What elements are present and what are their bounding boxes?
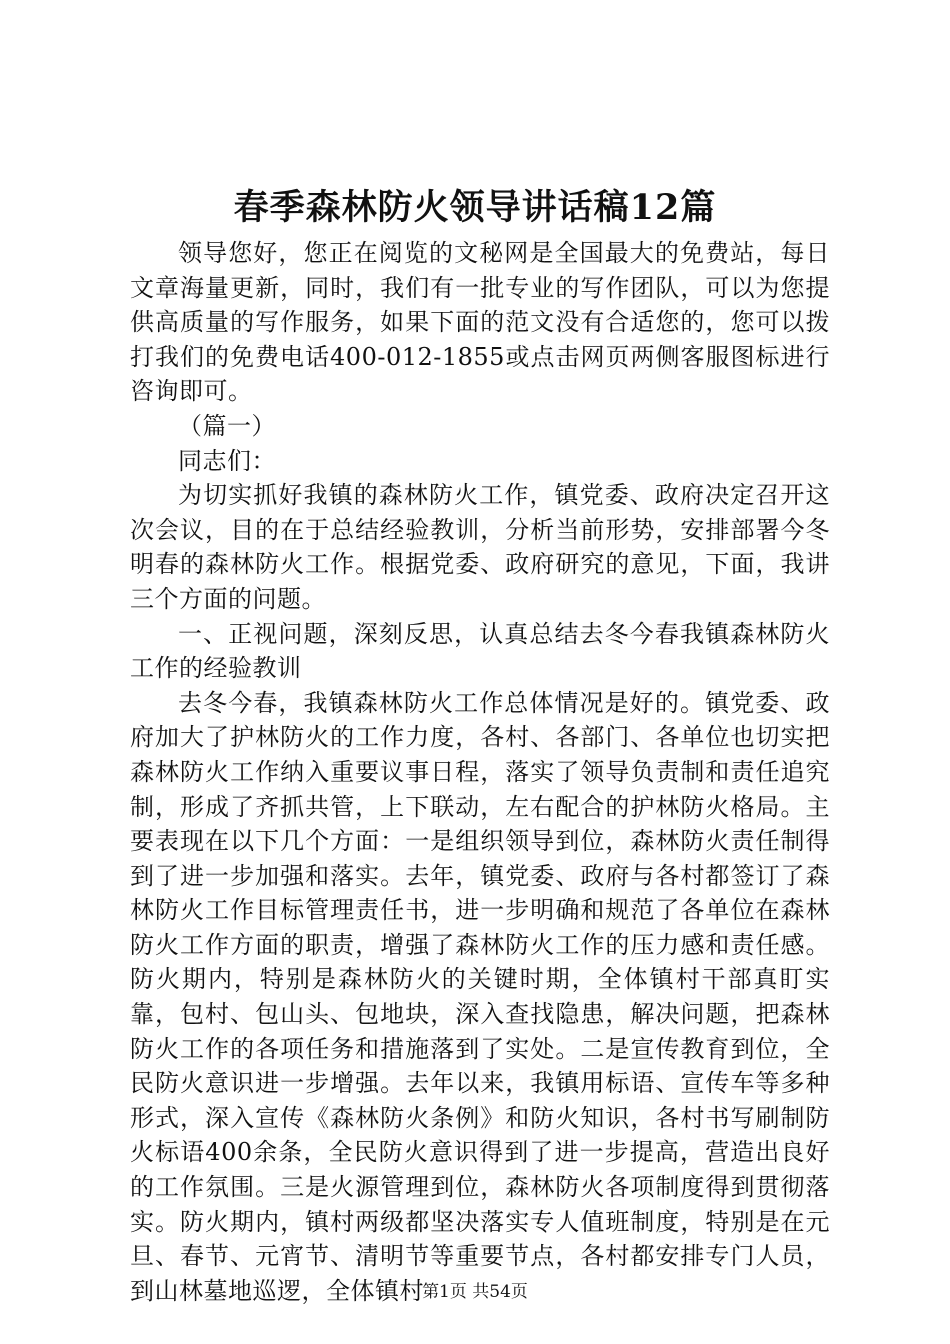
section-heading: 一、正视问题，深刻反思，认真总结去冬今春我镇森林防火工作的经验教训 xyxy=(130,619,830,683)
section-label: （篇一） xyxy=(178,411,276,440)
body-paragraph: 去冬今春，我镇森林防火工作总体情况是好的。镇党委、政府加大了护林防火的工作力度，各村、各部门、各单位也切实把森林防火工作纳入重要议事日程，落实了领导负责制和责任追究制，形成了齐抓共管，上下联动，左右配合的护林防火格局。主要表现在以下几个方面：一是组织领导到位，森林防火责任制得到了进一步加强和落实。去年，镇党委、政府与各村都签订了森林防火工作目标管理责任书，进一步明确和规范了各单位在森林防火工作方面的职责，增强了森林防火工作的压力感和责任感。防火期内，特别是森林防火的关键时期，全体镇村干部真盯实靠，包村、包山头、包地块，深入查找隐患，解决问题，把森林防火工作的各项任务和措施落到了实处。二是宣传教育到位，全民防火意识进一步增强。去年以来，我镇用标语、宣传车等多种形式，深入宣传《森林防火条例》和防火知识，各村书写刷制防火标语400余条，全民防火意识得到了进一步提高，营造出良好的工作氛围。三是火源管理到位，森林防火各项制度得到贯彻落实。防火期内，镇村两级都坚决落实专人值班制度，特别是在元旦、春节、元宵节、清明节等重要节点，各村都安排专门人员，到山林墓地巡逻，全体镇村 xyxy=(130,688,830,1305)
document-body xyxy=(130,236,830,1308)
page-footer: 第1页 共54页 xyxy=(422,1282,528,1302)
document-title: 春季森林防火领导讲话稿12篇 xyxy=(233,187,717,228)
salutation: 同志们： xyxy=(178,446,276,475)
body-paragraph: 为切实抓好我镇的森林防火工作，镇党委、政府决定召开这次会议，目的在于总结经验教训，分析当前形势，安排部署今冬明春的森林防火工作。根据党委、政府研究的意见，下面，我讲三个方面的问题。 xyxy=(130,481,830,613)
intro-paragraph: 领导您好，您正在阅览的文秘网是全国最大的免费站，每日文章海量更新，同时，我们有一批专业的写作团队，可以为您提供高质量的写作服务，如果下面的范文没有合适您的，您可以拨打我们的免费电话400-012-1855或点击网页两侧客服图标进行咨询即可。 xyxy=(130,239,830,406)
